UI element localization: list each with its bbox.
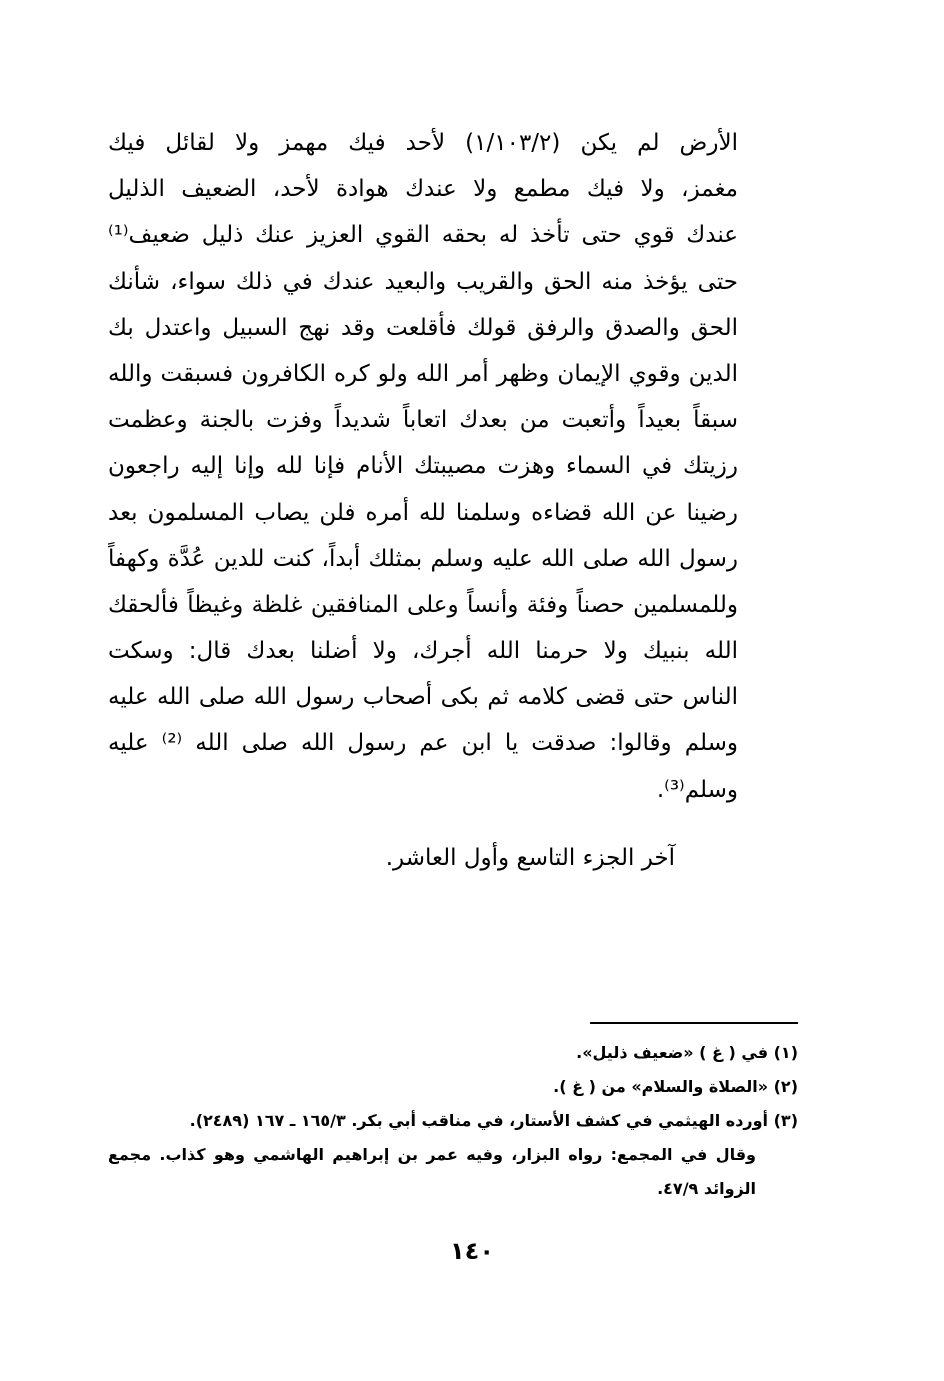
text-line: الدين وقوي الإيمان وظهر أمر الله ولو كره الكافرون فسبقت والله (108, 360, 738, 387)
text-line: وسلم وقالوا: صدقت يا ابن عم رسول الله صلى الله ⁽²⁾ عليه (108, 730, 738, 757)
text-line: سبقاً بعيداً وأتعبت من بعدك اتعاباً شديداً وفزت بالجنة وعظمت (108, 407, 738, 434)
footnote-2: (٢) «الصلاة والسلام» من ( غ ). (553, 1077, 798, 1096)
text-line: حتى يؤخذ منه الحق والقريب والبعيد عندك في ذلك سواء، شأنك (108, 268, 738, 295)
footnote-divider (590, 1022, 798, 1024)
page-number: ١٤٠ (450, 1237, 494, 1265)
text-line: عندك قوي حتى تأخذ له بحقه القوي العزيز عنك ذليل ضعيف⁽¹⁾ (108, 222, 738, 249)
text-line: الله بنبيك ولا حرمنا الله أجرك، ولا أضلنا بعدك قال: وسكت (108, 638, 738, 665)
text-line: مغمز، ولا فيك مطمع ولا عندك هوادة لأحد، الضعيف الذليل (108, 176, 738, 203)
footnote-3-continuation: الزوائد ٤٧/٩. (657, 1179, 756, 1198)
text-line: الناس حتى قضى كلامه ثم بكى أصحاب رسول الله صلى الله عليه (108, 684, 738, 711)
footnote-3: (٣) أورده الهيثمي في كشف الأستار، في مناقب أبي بكر. ١٦٥/٣ ـ ١٦٧ (٢٤٨٩). (189, 1111, 798, 1130)
main-text-block (108, 120, 738, 813)
text-line: رزيتك في السماء وهزت مصيبتك الأنام فإنا لله وإنا إليه راجعون (108, 453, 738, 480)
footnote-1: (١) في ( غ ) «ضعيف ذليل». (576, 1043, 798, 1062)
text-line: الحق والصدق والرفق قولك فأقلعت وقد نهج السبيل واعتدل بك (108, 314, 738, 341)
text-line: الأرض لم يكن (١/١٠٣/٢) لأحد فيك مهمز ولا لقائل فيك (108, 130, 738, 156)
text-line: وللمسلمين حصناً وفئة وأنساً وعلى المنافقين غلظة وغيظاً فألحقك (108, 591, 738, 618)
text-line: وسلم⁽³⁾. (656, 776, 738, 803)
footnotes-block (108, 1036, 798, 1206)
footnote-3-continuation: وقال في المجمع: رواه البزار، وفيه عمر بن إبراهيم الهاشمي وهو كذاب. مجمع (108, 1145, 756, 1164)
text-line: رضينا عن الله قضاءه وسلمنا لله أمره فلن يصاب المسلمون بعد (108, 499, 738, 526)
closing-note: آخر الجزء التاسع وأول العاشر. (385, 845, 675, 871)
text-line: رسول الله صلى الله عليه وسلم بمثلك أبداً، كنت للدين عُدَّة وكهفاً (108, 545, 738, 572)
